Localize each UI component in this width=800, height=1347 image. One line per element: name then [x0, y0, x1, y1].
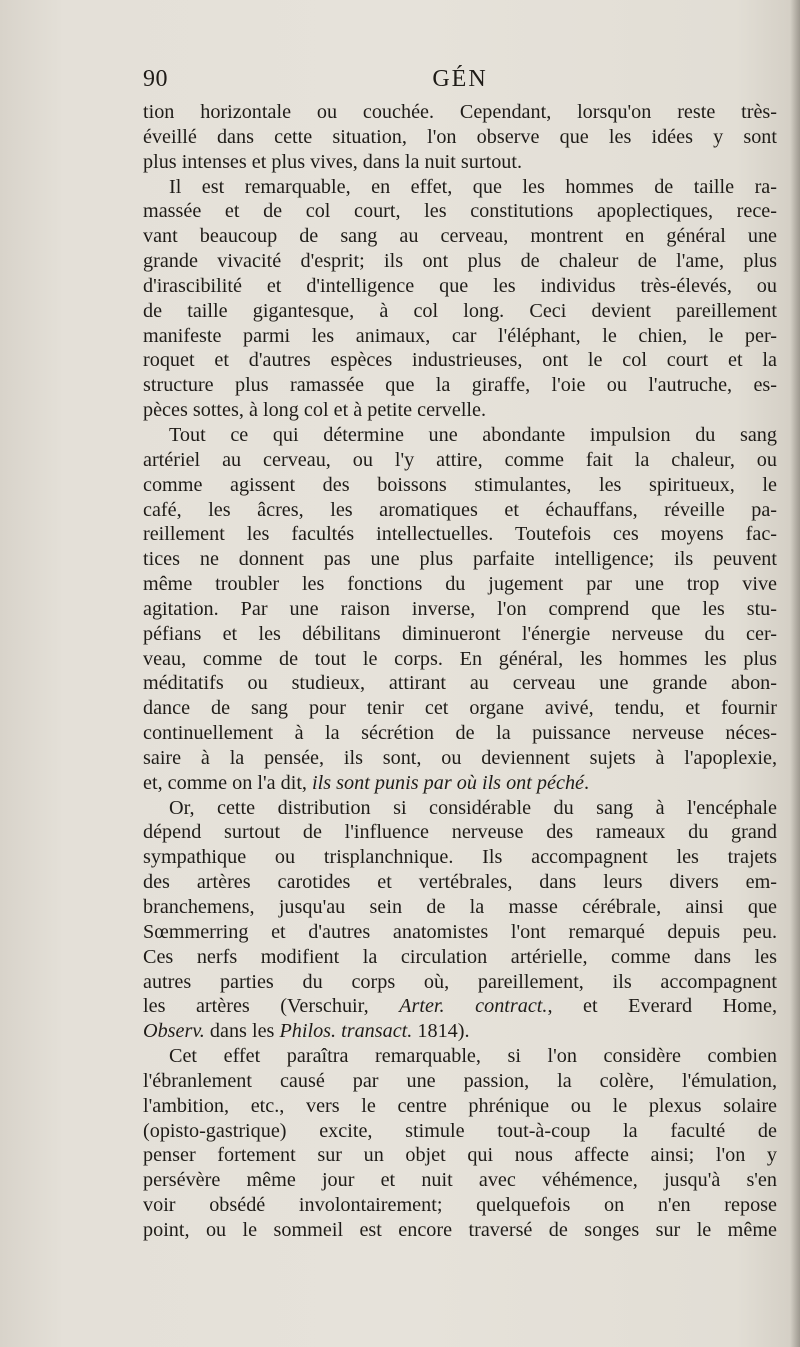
text-segment: Tout ce qui détermine une abondante impulsion du sang	[169, 423, 777, 446]
text-segment: artériel au cerveau, ou l'y attire, comme fait la chaleur, ou	[143, 448, 777, 471]
text-segment: vant beaucoup de sang au cerveau, montrent en général une	[143, 225, 777, 248]
text-line	[143, 994, 777, 1019]
text-line	[143, 796, 777, 821]
text-segment: Cet effet paraîtra remarquable, si l'on considère combien	[169, 1045, 777, 1068]
text-line	[143, 348, 777, 373]
text-segment: éveillé dans cette situation, l'on observe que les idées y sont	[143, 125, 777, 148]
text-segment: de taille gigantesque, à col long. Ceci devient pareillement	[143, 299, 777, 322]
text-line	[143, 1019, 777, 1044]
text-line	[143, 1069, 777, 1094]
text-segment: d'irascibilité et d'intelligence que les individus très-élevés, ou	[143, 274, 777, 297]
text-segment: persévère même jour et nuit avec véhémence, jusqu'à s'en	[143, 1169, 777, 1192]
text-segment: tices ne donnent pas une plus parfaite intelligence; ils peuvent	[143, 548, 777, 571]
text-line	[143, 746, 777, 771]
text-line	[143, 224, 777, 249]
text-segment: même troubler les fonctions du jugement par une trop vive	[143, 573, 777, 596]
text-line	[143, 324, 777, 349]
page-edge-shadow	[790, 0, 800, 1347]
text-line	[143, 274, 777, 299]
text-line	[143, 1094, 777, 1119]
text-segment: dans les	[204, 1020, 280, 1043]
page-number: 90	[143, 66, 168, 92]
text-line	[143, 970, 777, 995]
text-line	[143, 771, 777, 796]
text-segment: et, comme on l'a dit,	[143, 771, 313, 794]
text-line	[143, 1119, 777, 1144]
text-segment: massée et de col court, les constitutions apoplectiques, rece-	[143, 200, 777, 223]
text-line	[143, 1143, 777, 1168]
text-segment: méditatifs ou studieux, attirant au cerveau une grande abon-	[143, 672, 777, 695]
text-segment: les artères (Verschuir,	[143, 995, 400, 1018]
text-segment: plus intenses et plus vives, dans la nuit surtout.	[143, 150, 523, 173]
text-line	[143, 175, 777, 200]
text-line	[143, 671, 777, 696]
page-header	[143, 66, 777, 98]
italic-text: Arter. contract.	[399, 995, 548, 1018]
text-line	[143, 647, 777, 672]
text-line	[143, 249, 777, 274]
text-segment: tion horizontale ou couchée. Cependant, lorsqu'on reste très-	[143, 101, 777, 123]
text-segment: 1814).	[412, 1020, 470, 1043]
text-segment: Or, cette distribution si considérable du sang à l'encéphale	[169, 796, 777, 819]
text-line	[143, 1193, 777, 1218]
text-segment: grande vivacité d'esprit; ils ont plus de chaleur de l'ame, plus	[143, 250, 777, 273]
text-line	[143, 1044, 777, 1069]
text-segment: branchemens, jusqu'au sein de la masse cérébrale, ainsi que	[143, 896, 777, 918]
text-line	[143, 622, 777, 647]
running-head: GÉN	[432, 66, 488, 92]
text-line	[143, 1168, 777, 1193]
text-line	[143, 373, 777, 398]
body-text	[143, 100, 777, 1243]
text-segment: continuellement à la sécrétion de la puissance nerveuse néces-	[143, 722, 777, 745]
text-line	[143, 696, 777, 721]
text-segment: structure plus ramassée que la giraffe, l'oie ou l'autruche, es-	[143, 374, 777, 397]
text-segment: .	[584, 771, 590, 794]
text-line	[143, 125, 777, 150]
text-line	[143, 920, 777, 945]
text-line	[143, 1218, 777, 1243]
text-segment: péfians et les débilitans diminueront l'énergie nerveuse du cer-	[143, 622, 777, 645]
text-segment: veau, comme de tout le corps. En général, les hommes les plus	[143, 647, 777, 670]
text-segment: Ces nerfs modifient la circulation artérielle, comme dans les	[143, 945, 777, 968]
text-line	[143, 820, 777, 845]
text-segment: penser fortement sur un objet qui nous affecte ainsi; l'on y	[143, 1144, 777, 1167]
text-line	[143, 150, 777, 175]
text-segment: dépend surtout de l'influence nerveuse des rameaux du grand	[143, 821, 777, 844]
text-segment: agitation. Par une raison inverse, l'on comprend que les stu-	[143, 597, 777, 620]
text-segment: , et Everard Home,	[547, 995, 777, 1018]
text-segment: point, ou le sommeil est encore traversé de songes sur le même	[143, 1218, 777, 1241]
text-segment: manifeste parmi les animaux, car l'éléphant, le chien, le per-	[143, 324, 777, 347]
text-segment: roquet et d'autres espèces industrieuses, ont le col court et la	[143, 349, 777, 372]
text-line	[143, 423, 777, 448]
text-segment: voir obsédé involontairement; quelquefois on n'en repose	[143, 1194, 777, 1217]
text-line	[143, 398, 777, 423]
text-line	[143, 299, 777, 324]
text-segment: reillement les facultés intellectuelles. Toutefois ces moyens fac-	[143, 523, 777, 546]
text-line	[143, 572, 777, 597]
text-segment: des artères carotides et vertébrales, dans leurs divers em-	[143, 871, 777, 894]
text-segment: l'ébranlement causé par une passion, la colère, l'émulation,	[143, 1069, 777, 1092]
italic-text: Philos. transact.	[279, 1020, 413, 1043]
italic-text: Observ.	[143, 1020, 205, 1043]
text-line	[143, 100, 777, 125]
text-line	[143, 721, 777, 746]
text-line	[143, 522, 777, 547]
text-segment: saire à la pensée, ils sont, ou deviennent sujets à l'apoplexie,	[143, 746, 777, 769]
italic-text: ils sont punis par où ils ont péché	[312, 771, 585, 794]
text-line	[143, 945, 777, 970]
text-line	[143, 597, 777, 622]
text-line	[143, 547, 777, 572]
text-segment: pèces sottes, à long col et à petite cervelle.	[143, 399, 487, 422]
text-line	[143, 473, 777, 498]
text-segment: (opisto-gastrique) excite, stimule tout-à-coup la faculté de	[143, 1119, 777, 1142]
text-segment: Sœmmerring et d'autres anatomistes l'ont remarqué depuis peu.	[143, 920, 777, 943]
text-line	[143, 448, 777, 473]
text-line	[143, 870, 777, 895]
text-segment: autres parties du corps où, pareillement, ils accompagnent	[143, 970, 777, 993]
text-segment: sympathique ou trisplanchnique. Ils accompagnent les trajets	[143, 846, 777, 869]
text-line	[143, 845, 777, 870]
text-line	[143, 498, 777, 523]
text-segment: café, les âcres, les aromatiques et échauffans, réveille pa-	[143, 498, 777, 521]
text-segment: l'ambition, etc., vers le centre phrénique ou le plexus solaire	[143, 1094, 777, 1117]
text-segment: dance de sang pour tenir cet organe avivé, tendu, et fournir	[143, 697, 777, 720]
text-segment: comme agissent des boissons stimulantes, les spiritueux, le	[143, 473, 777, 496]
text-line	[143, 199, 777, 224]
text-segment: Il est remarquable, en effet, que les hommes de taille ra-	[169, 175, 777, 198]
text-line	[143, 895, 777, 920]
